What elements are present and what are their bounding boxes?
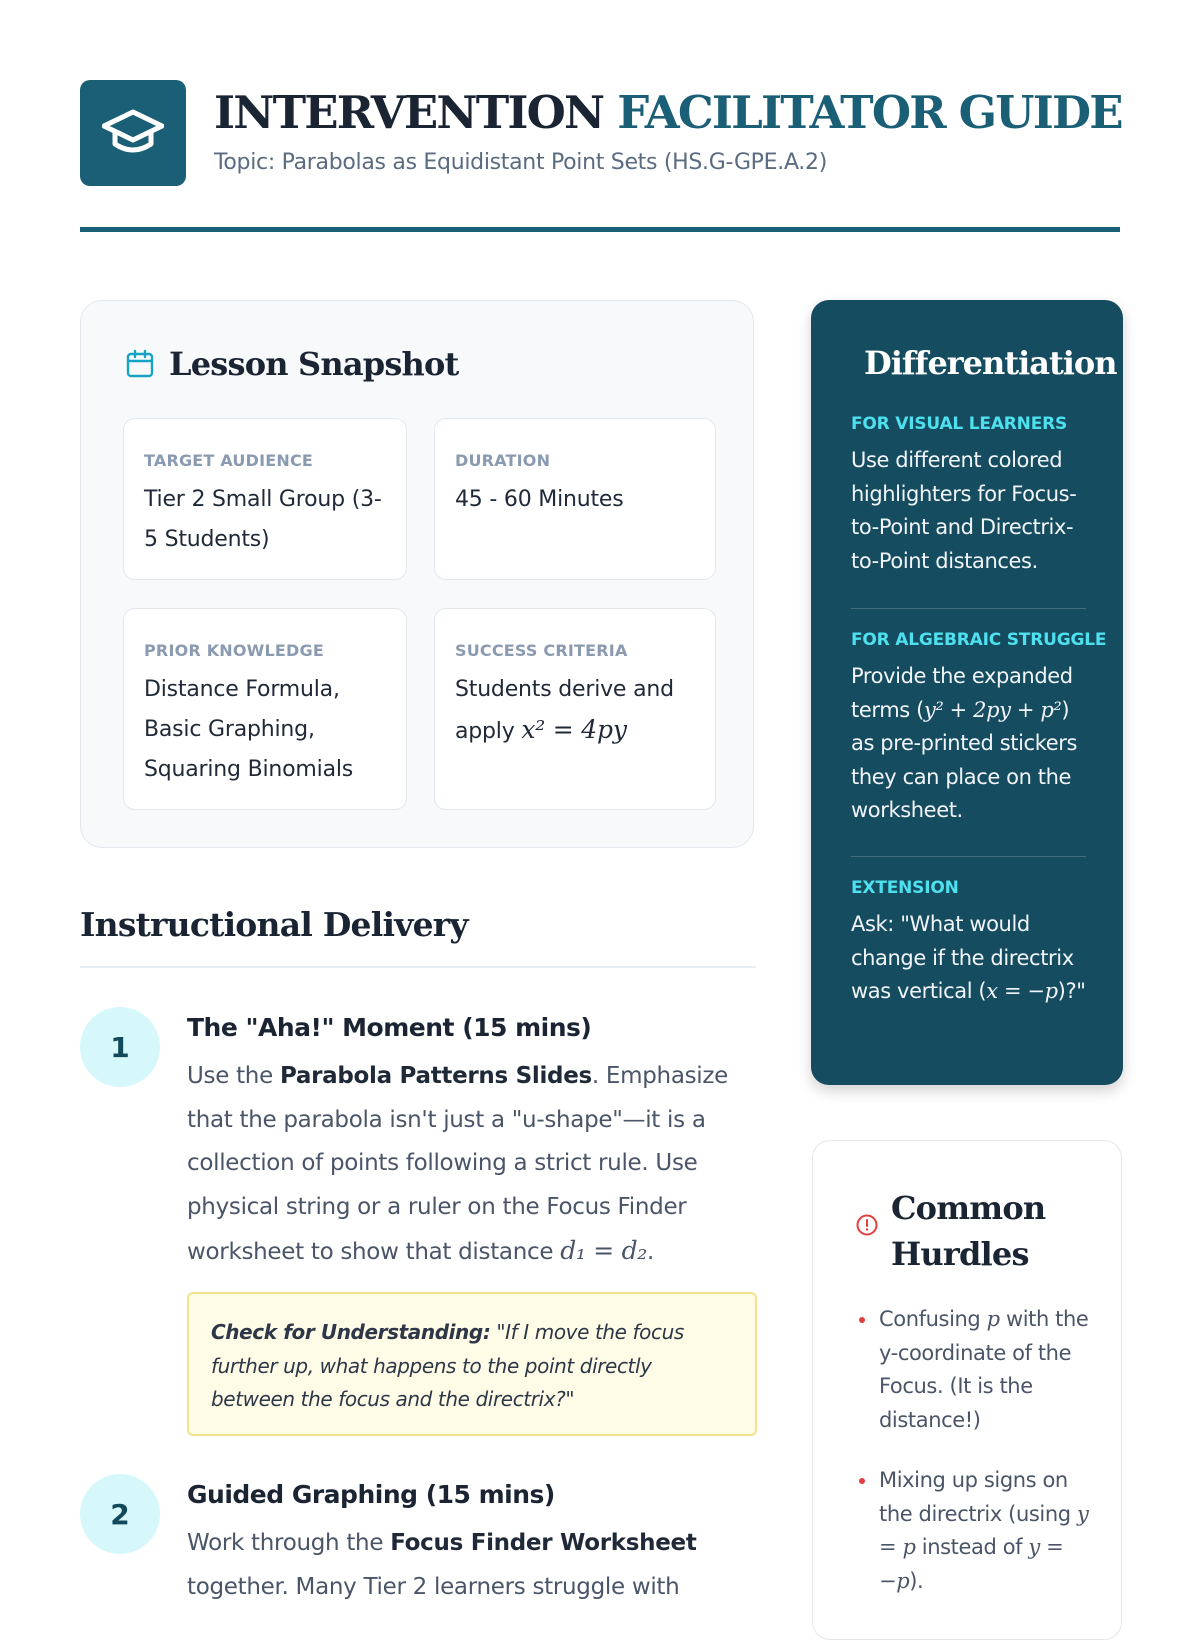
hurdle-text: Confusing xyxy=(879,1307,987,1331)
step-text-bold: Focus Finder Worksheet xyxy=(390,1530,697,1556)
snapshot-label: PRIOR KNOWLEDGE xyxy=(144,641,324,660)
snapshot-label: TARGET AUDIENCE xyxy=(144,451,314,470)
diff-label: EXTENSION xyxy=(851,878,959,898)
calendar-icon xyxy=(125,349,155,379)
step-number-badge: 2 xyxy=(80,1474,160,1554)
hurdle-text: instead of xyxy=(915,1535,1029,1559)
hurdles-title: Common Hurdles xyxy=(891,1189,1046,1273)
hurdle-text: with the y-coordinate of the Focus. (It is the distance!) xyxy=(879,1307,1089,1432)
diff-divider xyxy=(851,856,1086,857)
snapshot-value: 45 - 60 Minutes xyxy=(455,487,624,512)
header-logo xyxy=(80,80,186,186)
snapshot-value xyxy=(455,670,695,752)
differentiation-title: Differentiation xyxy=(864,344,1117,382)
diff-text xyxy=(851,660,1086,828)
step-text-bold: Parabola Patterns Slides xyxy=(279,1063,592,1089)
graduation-cap-icon xyxy=(102,108,164,158)
step-title: The "Aha!" Moment (15 mins) xyxy=(187,1013,592,1042)
snapshot-target-audience xyxy=(123,418,407,580)
directrix-formula: x = −p xyxy=(986,979,1058,1003)
diff-text-part: Ask: "What would change if the directrix was vertical ( xyxy=(851,912,1074,1003)
snapshot-value: Tier 2 Small Group (3-5 Students) xyxy=(144,487,382,552)
snapshot-label: SUCCESS CRITERIA xyxy=(455,641,628,660)
snapshot-header xyxy=(125,345,459,383)
diff-label: FOR ALGEBRAIC STRUGGLE xyxy=(851,630,1107,650)
step-number-badge: 1 xyxy=(80,1007,160,1087)
diff-text: Use different colored highlighters for Focus-to-Point and Directrix-to-Point distances. xyxy=(851,448,1077,573)
title-part-1: INTERVENTION xyxy=(214,86,604,139)
delivery-divider xyxy=(80,966,756,968)
alert-circle-icon xyxy=(855,1213,879,1237)
check-text: "If I move the focus further up, what happens to the point directly between the focus and the directrix?" xyxy=(211,1320,684,1411)
success-criteria-text: Students derive and apply xyxy=(455,677,674,744)
snapshot-value: Distance Formula, Basic Graphing, Squaring Binomials xyxy=(144,677,354,782)
title-part-2: FACILITATOR GUIDE xyxy=(617,86,1122,139)
diff-divider xyxy=(851,608,1086,609)
step-text: . xyxy=(647,1239,655,1265)
step-text: together. Many Tier 2 learners struggle with xyxy=(187,1573,680,1600)
step-body xyxy=(187,1522,757,1609)
diff-section-extension xyxy=(851,878,1086,1009)
step-text: . Emphasize that the parabola isn't just a "u-shape"—it is a collection of points following a strict rule. Use physical string or a ruler on the Focus Finder worksheet to show that distance xyxy=(187,1063,729,1265)
step-body xyxy=(187,1055,757,1275)
diff-text-part: )?" xyxy=(1057,979,1086,1003)
header-divider xyxy=(80,227,1120,232)
snapshot-label: DURATION xyxy=(455,451,551,470)
snapshot-title: Lesson Snapshot xyxy=(169,345,459,383)
hurdle-text: Mixing up signs on the directrix (using xyxy=(879,1468,1077,1526)
common-hurdles-card xyxy=(812,1140,1122,1640)
hurdles-list xyxy=(879,1303,1089,1437)
step-text: Work through the xyxy=(187,1530,391,1556)
hurdle-math: y = −p xyxy=(879,1535,1064,1593)
differentiation-panel xyxy=(811,300,1123,1085)
snapshot-duration xyxy=(434,418,716,580)
list-item xyxy=(879,1464,1089,1598)
page-subtitle: Topic: Parabolas as Equidistant Point Sets (HS.G-GPE.A.2) xyxy=(214,150,827,175)
hurdle-math: y = p xyxy=(879,1501,1089,1559)
snapshot-prior-knowledge xyxy=(123,608,407,810)
success-criteria-formula: x² = 4py xyxy=(521,715,627,744)
expanded-terms-formula: y² + 2py + p² xyxy=(923,697,1062,722)
check-label: Check for Understanding: xyxy=(211,1320,491,1344)
check-for-understanding xyxy=(187,1292,757,1436)
diff-section-algebraic xyxy=(851,630,1107,828)
step-title: Guided Graphing (15 mins) xyxy=(187,1480,555,1509)
list-item xyxy=(879,1303,1089,1437)
snapshot-success-criteria xyxy=(434,608,716,810)
distance-formula: d₁ = d₂ xyxy=(560,1236,647,1265)
hurdle-math: p xyxy=(986,1307,1000,1331)
diff-text xyxy=(851,908,1086,1009)
step-text: Use the xyxy=(187,1063,280,1089)
diff-label: FOR VISUAL LEARNERS xyxy=(851,414,1068,434)
diff-section-visual xyxy=(851,414,1086,578)
hurdles-list xyxy=(879,1464,1089,1598)
page-title xyxy=(214,86,1122,139)
diff-text-part: ) as pre-printed stickers they can place on the worksheet. xyxy=(851,697,1078,822)
lesson-snapshot-card xyxy=(80,300,754,848)
hurdle-text: ). xyxy=(909,1568,924,1593)
diff-text-part: Provide the expanded terms ( xyxy=(851,664,1073,722)
delivery-title: Instructional Delivery xyxy=(80,905,468,944)
